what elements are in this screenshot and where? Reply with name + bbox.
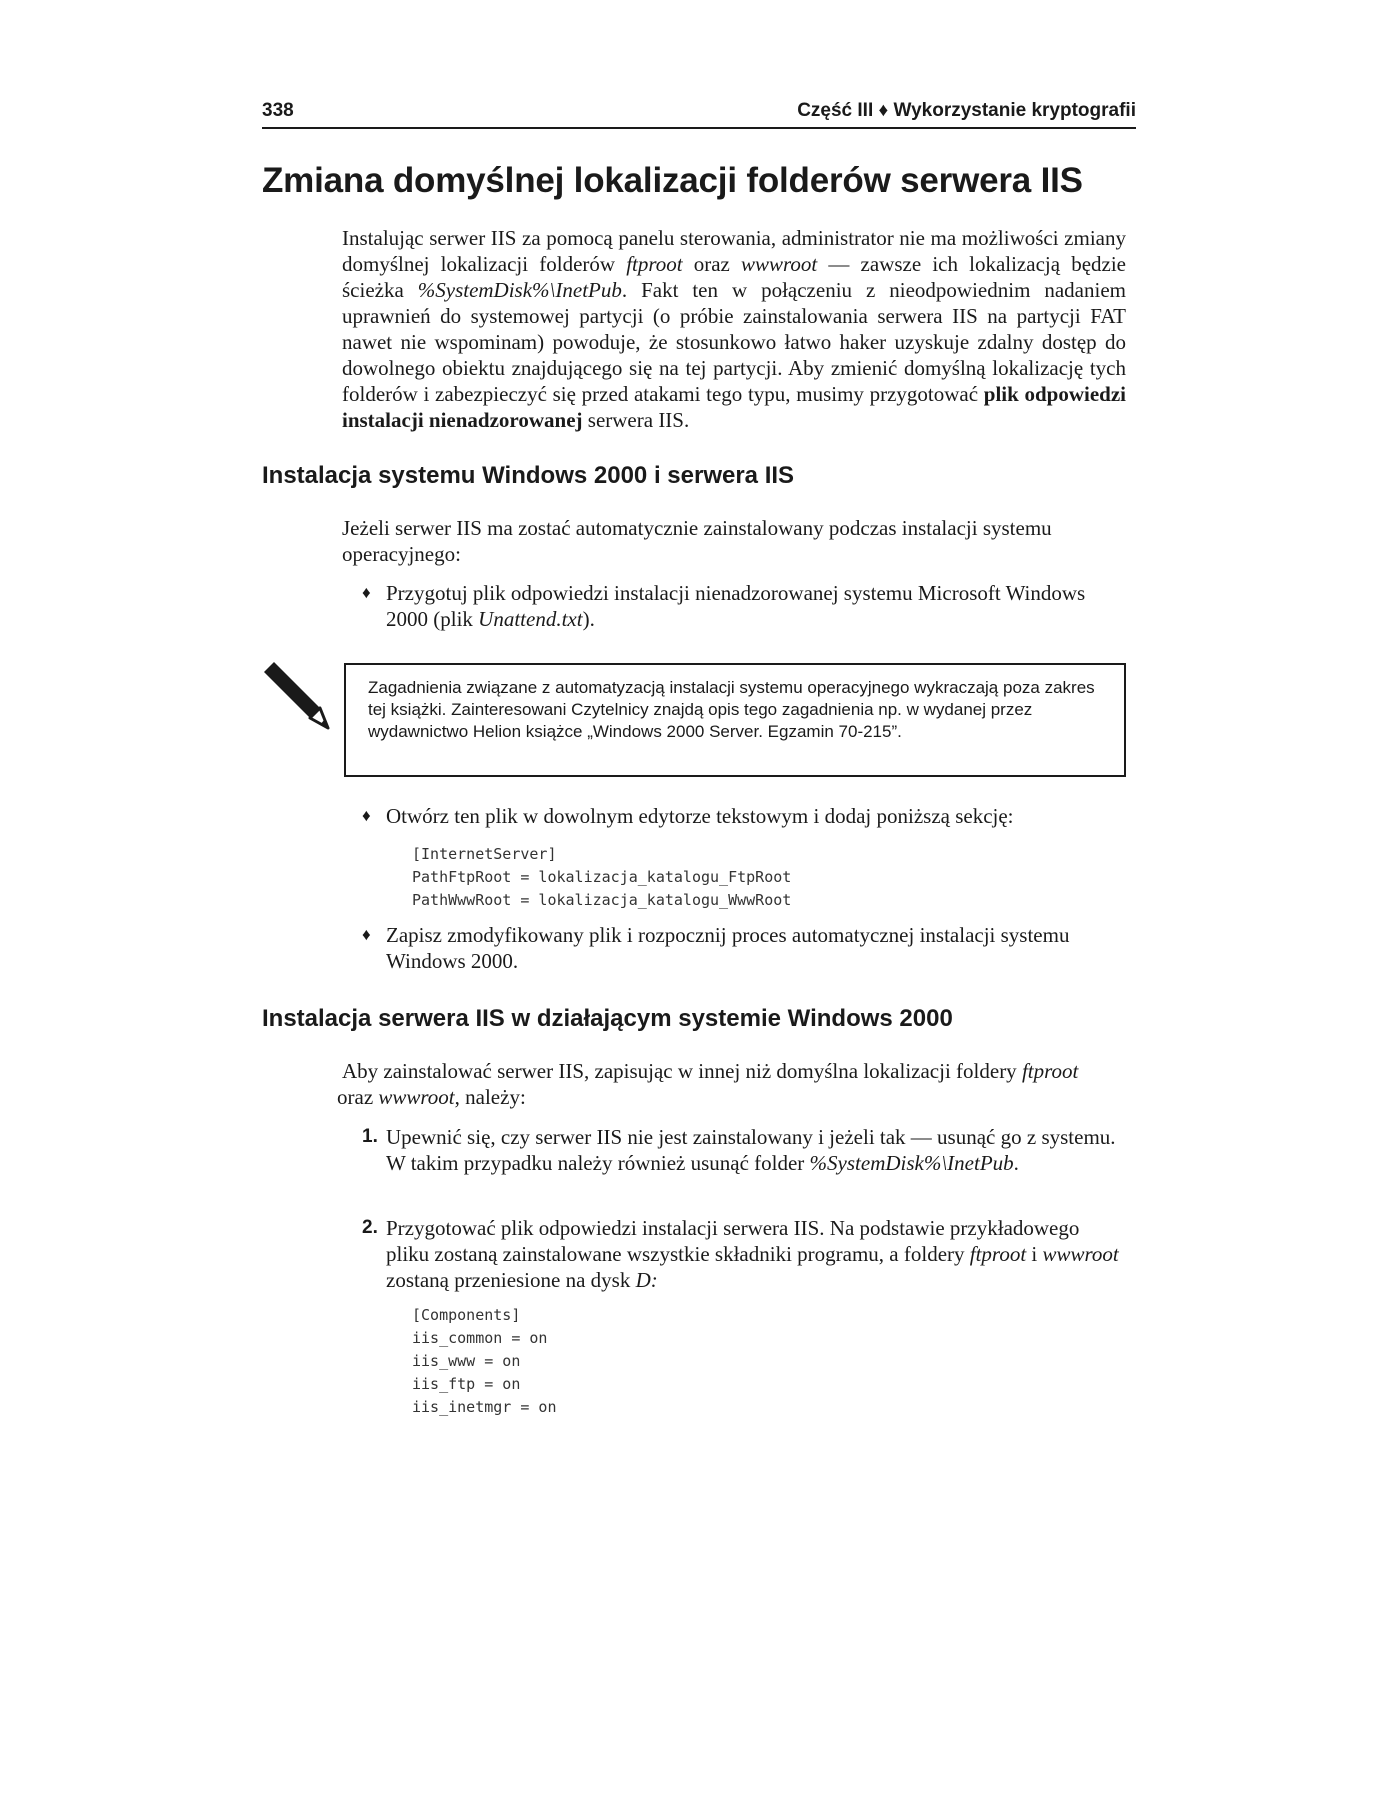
running-title: Część III ♦ Wykorzystanie kryptografii [797,100,1136,121]
term-wwwroot: wwwroot [1042,1242,1119,1266]
term-filename: Unattend.txt [478,607,583,631]
text-run: Upewnić się, czy serwer IIS nie jest zainstalowany i jeżeli tak — usunąć go z systemu. W takim przypadku należy również usunąć folder [386,1125,1116,1175]
emphasis-bold: plik odpowiedzi instalacji nienadzorowanej [342,382,1126,432]
pencil-icon [262,660,332,732]
bullet-text: Otwórz ten plik w dowolnym edytorze tekstowym i dodaj poniższą sekcję: [386,804,1014,828]
term-drive: D: [635,1268,658,1292]
text-run: Instalując serwer IIS za pomocą panelu sterowania, administrator nie ma możliwości zmiany domyślnej lokalizacji folderów [342,226,1126,276]
text-run: oraz [682,252,742,276]
term-ftproot: ftproot [1021,1059,1079,1083]
code-line: iis_ftp = on [412,1375,521,1393]
section-title: Zmiana domyślnej lokalizacji folderów serwera IIS [262,161,1083,200]
text-run: , należy: [454,1085,526,1109]
term-path: %SystemDisk%\InetPub [809,1151,1014,1175]
term-path: %SystemDisk%\InetPub [417,278,622,302]
subsection-title-2: Instalacja serwera IIS w działającym systemie Windows 2000 [262,1005,953,1032]
bullet-text [386,580,1102,632]
item-number: 1. [362,1126,378,1147]
page-number: 338 [262,100,294,121]
term-wwwroot: wwwroot [378,1085,455,1109]
term-ftproot: ftproot [626,252,683,276]
text-run: Przygotuj plik odpowiedzi instalacji nienadzorowanej systemu Microsoft Windows 2000 (plik [386,581,1086,631]
subsection-title-1: Instalacja systemu Windows 2000 i serwera IIS [262,462,795,489]
running-header [262,98,1136,128]
code-line: PathWwwRoot = lokalizacja_katalogu_WwwRoot [412,891,792,909]
code-line: iis_inetmgr = on [412,1398,557,1416]
bullet-diamond-icon: ♦ [362,925,371,944]
text-run: ). [582,607,595,631]
subsection-1-intro: Jeżeli serwer IIS ma zostać automatycznie zainstalowany podczas instalacji systemu operacyjnego: [342,516,1052,566]
text-run: Przygotować plik odpowiedzi instalacji serwera IIS. Na podstawie przykładowego pliku zostaną zainstalowane wszystkie składniki programu, a foldery [386,1216,1080,1266]
text-run: oraz [337,1085,379,1109]
item-number: 2. [362,1217,378,1238]
code-line: [Components] [412,1306,521,1324]
intro-paragraph [342,225,1126,433]
code-block-components [412,1304,557,1419]
item-text [386,1124,1126,1176]
text-run: Aby zainstalować serwer IIS, zapisując w innej niż domyślna lokalizacji foldery [342,1059,1022,1083]
bullet-text: Zapisz zmodyfikowany plik i rozpocznij proces automatycznej instalacji systemu Windows 2000. [386,923,1070,973]
header-rule [262,127,1136,129]
code-line: iis_www = on [412,1352,521,1370]
note-box [344,663,1126,777]
text-run: . [1013,1151,1019,1175]
code-line: PathFtpRoot = lokalizacja_katalogu_FtpRoot [412,868,792,886]
code-block-internetserver [412,843,791,912]
text-run: . Fakt ten w połączeniu z nieodpowiednim nadaniem uprawnień do systemowej partycji (o próbie zainstalowania serwera IIS na partycji FAT nawet nie wspominam) powoduje, że stosunkowo łatwo haker uzyskuje zdalny dostęp do dowolnego obiektu znajdującego się na tej partycji. Aby zmienić domyślną lokalizację tych folderów i zabezpieczyć się przed atakami tego typu, musimy przygotować [342,278,1126,406]
text-run: i [1026,1242,1043,1266]
text-run: serwera IIS. [582,408,690,432]
bullet-diamond-icon: ♦ [362,583,371,602]
term-ftproot: ftproot [969,1242,1027,1266]
code-line: [InternetServer] [412,845,557,863]
code-line: iis_common = on [412,1329,548,1347]
text-run: zostaną przeniesione na dysk [386,1268,636,1292]
item-text [386,1215,1126,1293]
bullet-diamond-icon: ♦ [362,806,371,825]
text-run: — zawsze ich lokalizacją będzie ścieżka [342,252,1126,302]
term-wwwroot: wwwroot [741,252,818,276]
subsection-2-intro [337,1058,1126,1110]
note-text: Zagadnienia związane z automatyzacją instalacji systemu operacyjnego wykraczają poza zakres tej książki. Zainteresowani Czytelnicy znajdą opis tego zagadnienia np. w wydanej przez wydawnictwo Helion książce „Windows 2000 Server. Egzamin 70-215”. [368,678,1095,741]
